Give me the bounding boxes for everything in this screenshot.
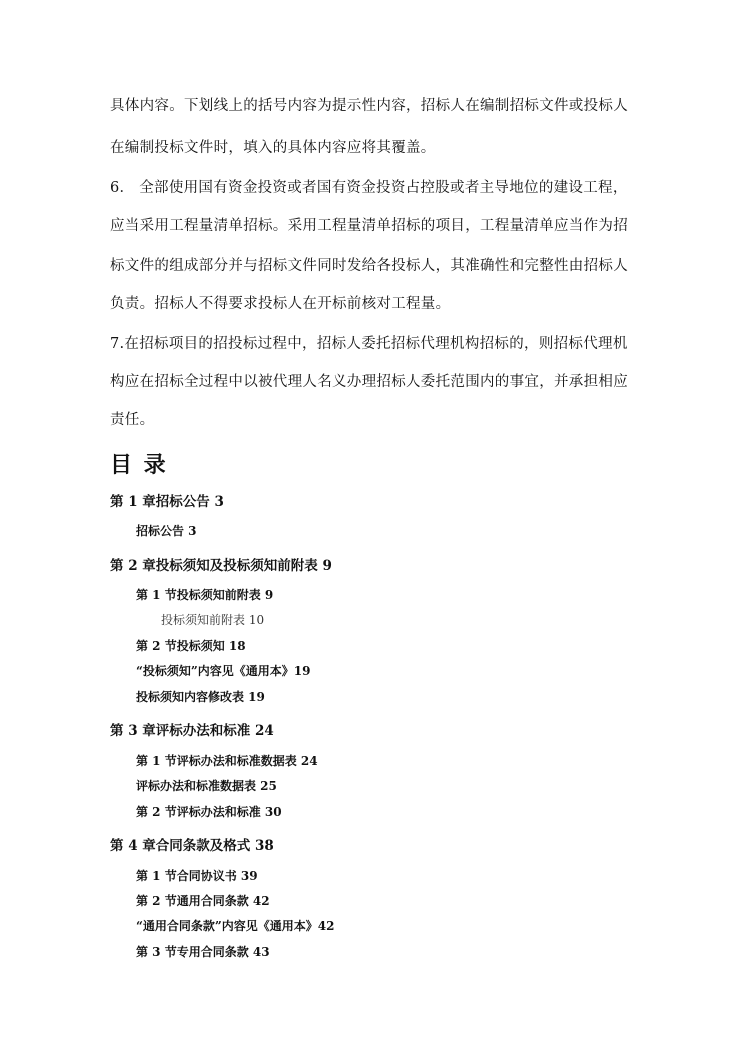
toc-entry[interactable]: “投标须知”内容见《通用本》19 [136,664,311,678]
toc-entry[interactable]: 第 1 节评标办法和标准数据表 24 [136,754,318,768]
toc-entry[interactable]: 投标须知内容修改表 19 [136,690,265,704]
toc-chapter-3[interactable]: 第 3 章评标办法和标准 24 [110,723,274,739]
toc-subentry[interactable]: 投标须知前附表 10 [161,613,265,627]
toc-entry[interactable]: 第 1 节合同协议书 39 [136,869,258,883]
body-line-7: 7.在招标项目的招投标过程中，招标人委托招标代理机构招标的，则招标代理机 [110,336,628,352]
body-line-5: 标文件的组成部分并与招标文件同时发给各投标人，其准确性和完整性由招标人 [110,258,628,274]
toc-entry[interactable]: 第 1 节投标须知前附表 9 [136,588,274,602]
toc-chapter-2[interactable]: 第 2 章投标须知及投标须知前附表 9 [110,558,332,574]
body-line-2: 在编制投标文件时，填入的具体内容应将其覆盖。 [110,140,436,156]
toc-entry[interactable]: 第 3 节专用合同条款 43 [136,945,270,959]
body-line-3: 6． 全部使用国有资金投资或者国有资金投资占控股或者主导地位的建设工程， [110,180,628,196]
toc-chapter-4[interactable]: 第 4 章合同条款及格式 38 [110,838,274,854]
toc-entry[interactable]: 评标办法和标准数据表 25 [136,779,277,793]
body-line-6: 负责。招标人不得要求投标人在开标前核对工程量。 [110,296,451,312]
toc-title: 目 录 [110,453,168,478]
toc-entry[interactable]: 第 2 节通用合同条款 42 [136,894,270,908]
body-line-8: 构应在招标全过程中以被代理人名义办理招标人委托范围内的事宜，并承担相应 [110,374,628,390]
toc-chapter-1[interactable]: 第 1 章招标公告 3 [110,494,224,510]
body-line-9: 责任。 [110,412,155,428]
body-line-4: 应当采用工程量清单招标。采用工程量清单招标的项目，工程量清单应当作为招 [110,218,628,234]
body-line-1: 具体内容。下划线上的括号内容为提示性内容，招标人在编制招标文件或投标人 [110,98,628,114]
toc-entry[interactable]: 第 2 节投标须知 18 [136,639,246,653]
toc-entry[interactable]: 第 2 节评标办法和标准 30 [136,805,282,819]
toc-entry[interactable]: “通用合同条款”内容见《通用本》42 [136,919,335,933]
toc-entry[interactable]: 招标公告 3 [136,524,197,538]
